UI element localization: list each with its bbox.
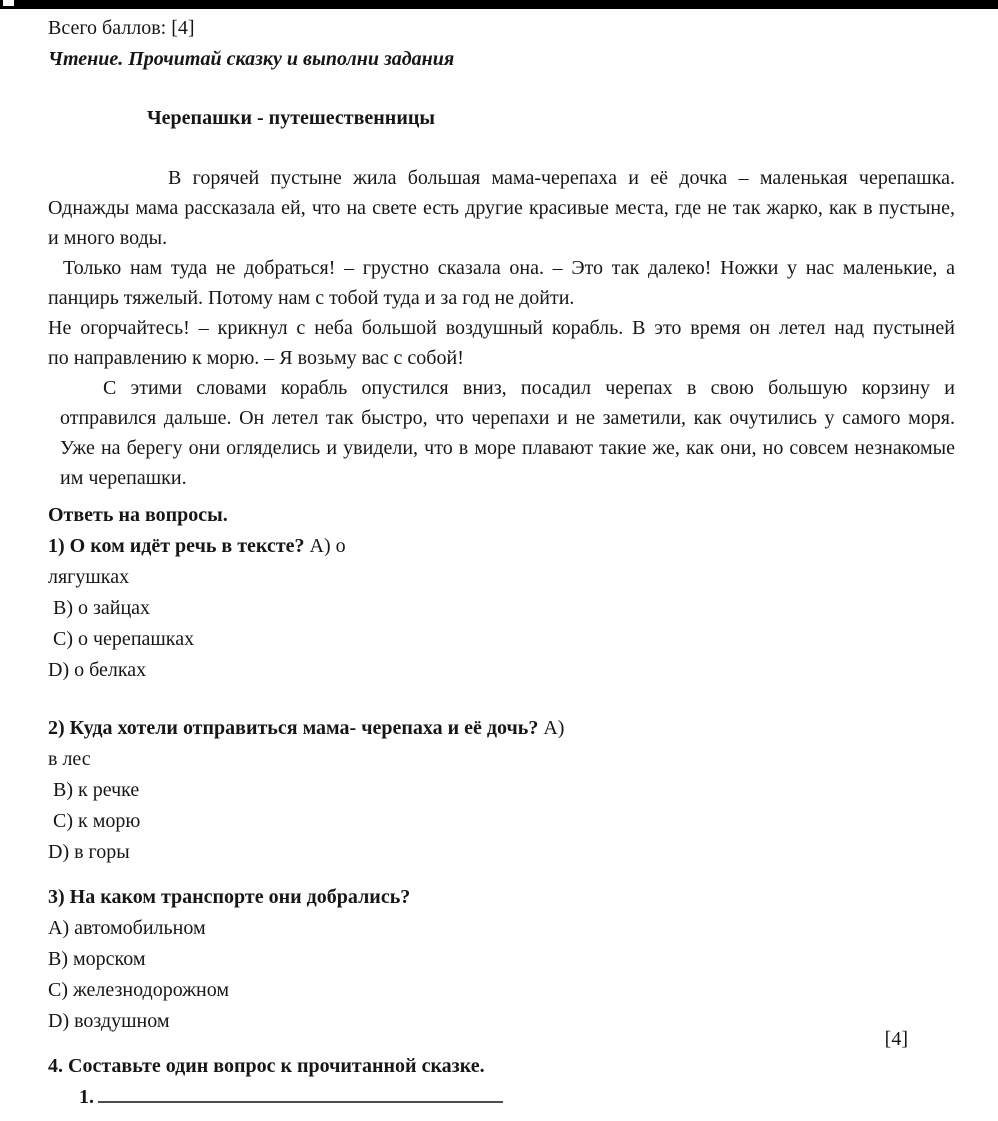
question-1-option-a: лягушках — [48, 566, 130, 588]
story-line: Не огорчайтесь! – крикнул с неба большой воздушный корабль. В это время он летел над пустыней — [48, 317, 955, 339]
question-1-option-d: D) о белках — [48, 659, 147, 681]
question-1-option-a-lead: А) о — [304, 535, 346, 557]
question-1-option-b: В) о зайцах — [48, 597, 151, 619]
story-text — [48, 163, 955, 493]
story-line: им черепашки. — [60, 467, 187, 489]
quiz-heading: Ответь на вопросы. — [48, 504, 228, 526]
question-1-option-c: С) о черепашках — [48, 628, 195, 650]
score-badge: [4] — [884, 1028, 908, 1050]
scan-artifact-bar — [0, 0, 998, 9]
question-2 — [48, 713, 955, 744]
story-title: Черепашки - путешественницы — [147, 107, 435, 129]
question-2-option-a: в лес — [48, 748, 91, 770]
story-line: отправился дальше. Он летел так быстро, что черепахи и не заметили, как очутились у самого моря. — [60, 407, 955, 429]
question-3-option-a: А) автомобильном — [48, 917, 206, 939]
question-3-option-d: D) воздушном — [48, 1010, 170, 1032]
answer-blank-line — [98, 1083, 503, 1103]
story-line: В горячей пустыне жила большая мама-черепаха и её дочка – маленькая черепашка. — [168, 167, 955, 189]
answer-line — [48, 1082, 955, 1113]
story-line: Только нам туда не добраться! – грустно сказала она. – Это так далеко! Ножки у нас маленькие, а — [63, 257, 955, 279]
total-score-label: Всего баллов: [4] — [48, 17, 195, 39]
question-2-option-a-lead: А) — [538, 717, 565, 739]
question-4: 4. Составьте один вопрос к прочитанной сказке. — [48, 1055, 485, 1077]
question-3: 3) На каком транспорте они добрались? — [48, 886, 411, 908]
story-line: С этими словами корабль опустился вниз, посадил черепах в свою большую корзину и — [103, 377, 955, 399]
story-line: панцирь тяжелый. Потому нам с тобой туда и за год не дойти. — [48, 287, 575, 309]
question-2-option-c: С) к морю — [48, 810, 141, 832]
story-line: по направлению к морю. – Я возьму вас с собой! — [48, 347, 464, 369]
story-line: и много воды. — [48, 227, 168, 249]
question-2-option-b: В) к речке — [48, 779, 140, 801]
question-3-option-c: С) железнодорожном — [48, 979, 230, 1001]
answer-number: 1. — [79, 1086, 94, 1108]
story-line: Однажды мама рассказала ей, что на свете есть другие красивые места, где не так жарко, как в пустыне, — [48, 197, 955, 219]
quiz-section — [48, 500, 955, 1113]
scan-artifact-notch — [3, 0, 14, 6]
section-instruction: Чтение. Прочитай сказку и выполни задания — [48, 48, 455, 70]
question-3-option-b: В) морском — [48, 948, 146, 970]
question-1-text: 1) О ком идёт речь в тексте? — [48, 535, 305, 557]
story-line: Уже на берегу они огляделись и увидели, что в море плавают такие же, как они, но совсем незнакомые — [60, 437, 955, 459]
question-2-text: 2) Куда хотели отправиться мама- черепаха и её дочь? — [48, 717, 539, 739]
question-1 — [48, 531, 955, 562]
question-2-option-d: D) в горы — [48, 841, 130, 863]
